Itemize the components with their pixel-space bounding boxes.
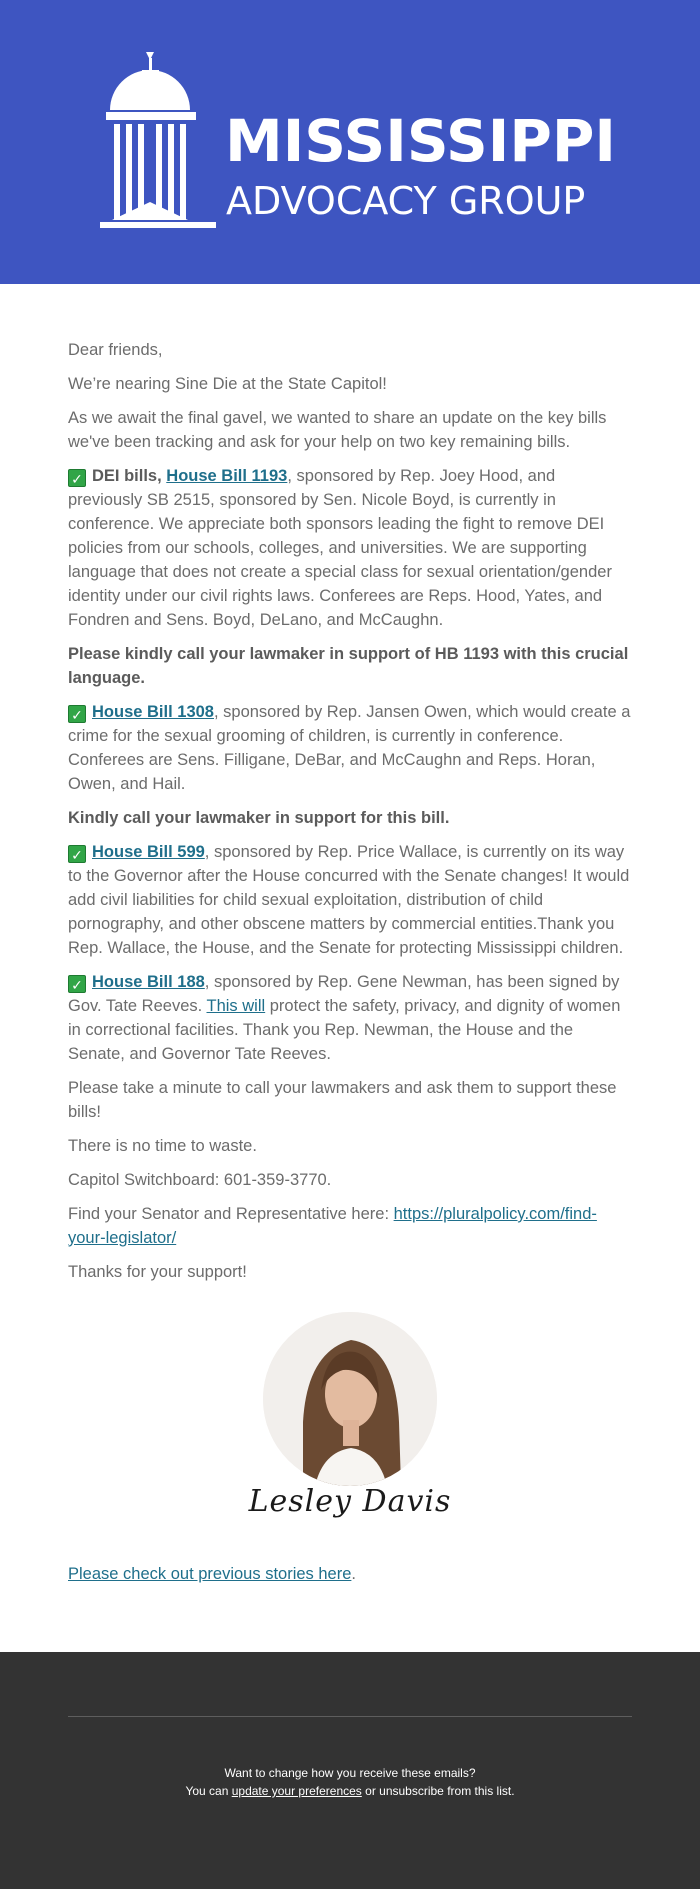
bill-item-1308 [68,700,634,796]
call-to-action-2-text: Kindly call your lawmaker in support for this bill. [68,809,450,827]
footer-suffix: or unsubscribe from this list. [361,1784,515,1798]
no-time-paragraph: There is no time to waste. [68,1137,257,1155]
thanks-paragraph: Thanks for your support! [68,1263,247,1281]
check-icon: ✓ [68,975,86,993]
previous-stories-suffix: . [351,1565,356,1583]
link-house-bill-1193[interactable]: House Bill 1193 [166,467,288,485]
footer-prefix: You can [185,1784,232,1798]
update-preferences-link[interactable]: update your preferences [231,1784,362,1798]
check-icon: ✓ [68,845,86,863]
find-text: Find your Senator and Representative here: [68,1205,394,1223]
bill-item-dei [68,464,634,632]
bill-item-599 [68,840,634,960]
bill-prefix: DEI bills, [92,467,167,485]
footer-line-2 [0,1782,700,1800]
footer-divider [68,1716,632,1717]
ask-paragraph: Please take a minute to call your lawmakers and ask them to support these bills! [68,1079,617,1121]
email-body [68,338,634,1294]
logo[interactable] [100,52,616,232]
link-house-bill-188[interactable]: House Bill 188 [92,973,205,991]
find-legislator-paragraph [68,1202,634,1250]
link-this-will[interactable]: This will [206,997,266,1015]
call-to-action-1 [68,642,634,690]
previous-stories-link[interactable]: Please check out previous stories here [68,1565,352,1583]
signature: Lesley Davis [248,1484,452,1519]
portrait-image [263,1312,437,1486]
check-icon: ✓ [68,705,86,723]
avatar [263,1312,437,1486]
intro-line-2: As we await the final gavel, we wanted to share an update on the key bills we've been tracking and ask for your help on two key remaining bills. [68,409,607,451]
header-banner [0,0,700,284]
footer [0,1652,700,1889]
intro-line-1: We’re nearing Sine Die at the State Capitol! [68,375,387,393]
footer-text [0,1764,700,1800]
capitol-icon [100,52,220,232]
bill-description-a: , sponsored by Rep. Gene Newman, has been signed by Gov. Tate Reeves. [68,973,620,1015]
link-house-bill-1308[interactable]: House Bill 1308 [92,703,214,721]
previous-stories [68,1565,356,1584]
bill-item-188 [68,970,634,1066]
bill-description: , sponsored by Rep. Joey Hood, and previously SB 2515, sponsored by Sen. Nicole Boyd, is currently in conference. We appreciate both sponsors leading the fight to remove DEI policies from our schools, colleges, and universities. We are supporting language that does not create a special class for sexual orientation/gender identity under our civil rights laws. Conferees are Reps. Hood, Yates, and Fondren and Sens. Boyd, DeLano, and McCaughn. [68,467,612,629]
check-icon: ✓ [68,469,86,487]
find-legislator-link[interactable]: https://pluralpolicy.com/find-your-legislator/ [68,1205,597,1247]
bill-description-b: protect the safety, privacy, and dignity of women in correctional facilities. Thank you Rep. Newman, the House and the Senate, and Governor Tate Reeves. [68,997,621,1063]
bill-description: , sponsored by Rep. Jansen Owen, which would create a crime for the sexual grooming of children, is currently in conference. Conferees are Sens. Filligane, DeBar, and McCaughn and Reps. Horan, Owen, and Hail. [68,703,631,793]
footer-line-1: Want to change how you receive these emails? [224,1766,476,1780]
logo-subtitle: ADVOCACY GROUP [226,179,586,223]
link-house-bill-599[interactable]: House Bill 599 [92,843,205,861]
call-to-action-2 [68,806,634,830]
bill-description: , sponsored by Rep. Price Wallace, is currently on its way to the Governor after the House concurred with the Senate changes! It would add civil liabilities for child sexual exploitation, distribution of child pornography, and other obscene matters by commercial entities.Thank you Rep. Wallace, the House, and the Senate for protecting Mississippi children. [68,843,630,957]
greeting: Dear friends, [68,341,163,359]
call-to-action-1-text: Please kindly call your lawmaker in support of HB 1193 with this crucial language. [68,645,629,687]
logo-title: MISSISSIPPI [225,107,616,175]
switchboard-paragraph: Capitol Switchboard: 601-359-3770. [68,1171,332,1189]
